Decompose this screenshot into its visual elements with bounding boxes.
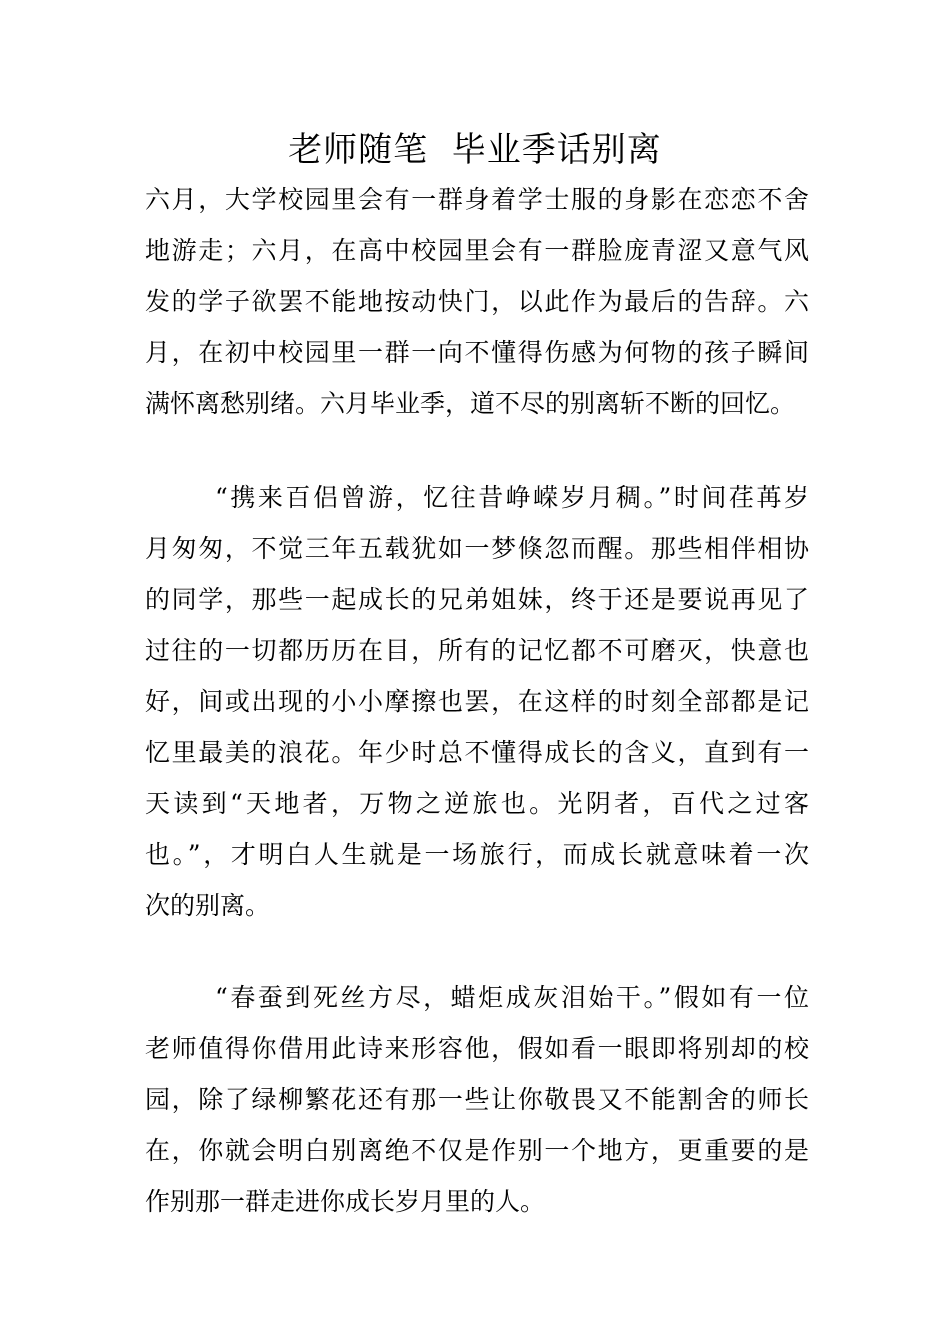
- page-title: 老师随笔 毕业季话别离: [288, 130, 662, 170]
- paragraph-line: 地游走；六月，在高中校园里会有一群脸庞青涩又意气风: [145, 236, 809, 265]
- paragraph-1: [145, 174, 809, 429]
- paragraph-line: 忆里最美的浪花。年少时总不懂得成长的含义，直到有一: [145, 738, 809, 767]
- paragraph-line: 过往的一切都历历在目，所有的记忆都不可磨灭，快意也: [145, 636, 809, 665]
- paragraph-2: [145, 472, 809, 931]
- paragraph-line: “携来百侣曾游，忆往昔峥嵘岁月稠。”时间荏苒岁: [215, 483, 809, 512]
- paragraph-3: [145, 972, 809, 1227]
- paragraph-line: “春蚕到死丝方尽，蜡炬成灰泪始干。”假如有一位: [215, 983, 809, 1012]
- paragraph-line: 发的学子欲罢不能地按动快门，以此作为最后的告辞。六: [145, 287, 809, 316]
- paragraph-line: 天读到“天地者，万物之逆旅也。光阴者，百代之过客: [145, 789, 809, 818]
- paragraph-line: 园，除了绿柳繁花还有那一些让你敬畏又不能割舍的师长: [145, 1085, 809, 1114]
- paragraph-line: 也。”，才明白人生就是一场旅行，而成长就意味着一次: [145, 840, 809, 869]
- paragraph-line: 次的别离。: [145, 891, 271, 920]
- paragraph-line: 老师值得你借用此诗来形容他，假如看一眼即将别却的校: [145, 1034, 809, 1063]
- paragraph-line: 的同学，那些一起成长的兄弟姐妹，终于还是要说再见了: [145, 585, 809, 614]
- paragraph-line: 满怀离愁别绪。六月毕业季，道不尽的别离斩不断的回忆。: [145, 389, 796, 418]
- paragraph-line: 月，在初中校园里一群一向不懂得伤感为何物的孩子瞬间: [145, 338, 809, 367]
- paragraph-line: 在，你就会明白别离绝不仅是作别一个地方，更重要的是: [145, 1136, 809, 1165]
- paragraph-line: 六月，大学校园里会有一群身着学士服的身影在恋恋不舍: [145, 185, 809, 214]
- paragraph-line: 作别那一群走进你成长岁月里的人。: [145, 1187, 546, 1216]
- paragraph-line: 月匆匆，不觉三年五载犹如一梦倏忽而醒。那些相伴相协: [145, 534, 809, 563]
- paragraph-line: 好，间或出现的小小摩擦也罢，在这样的时刻全部都是记: [145, 687, 809, 716]
